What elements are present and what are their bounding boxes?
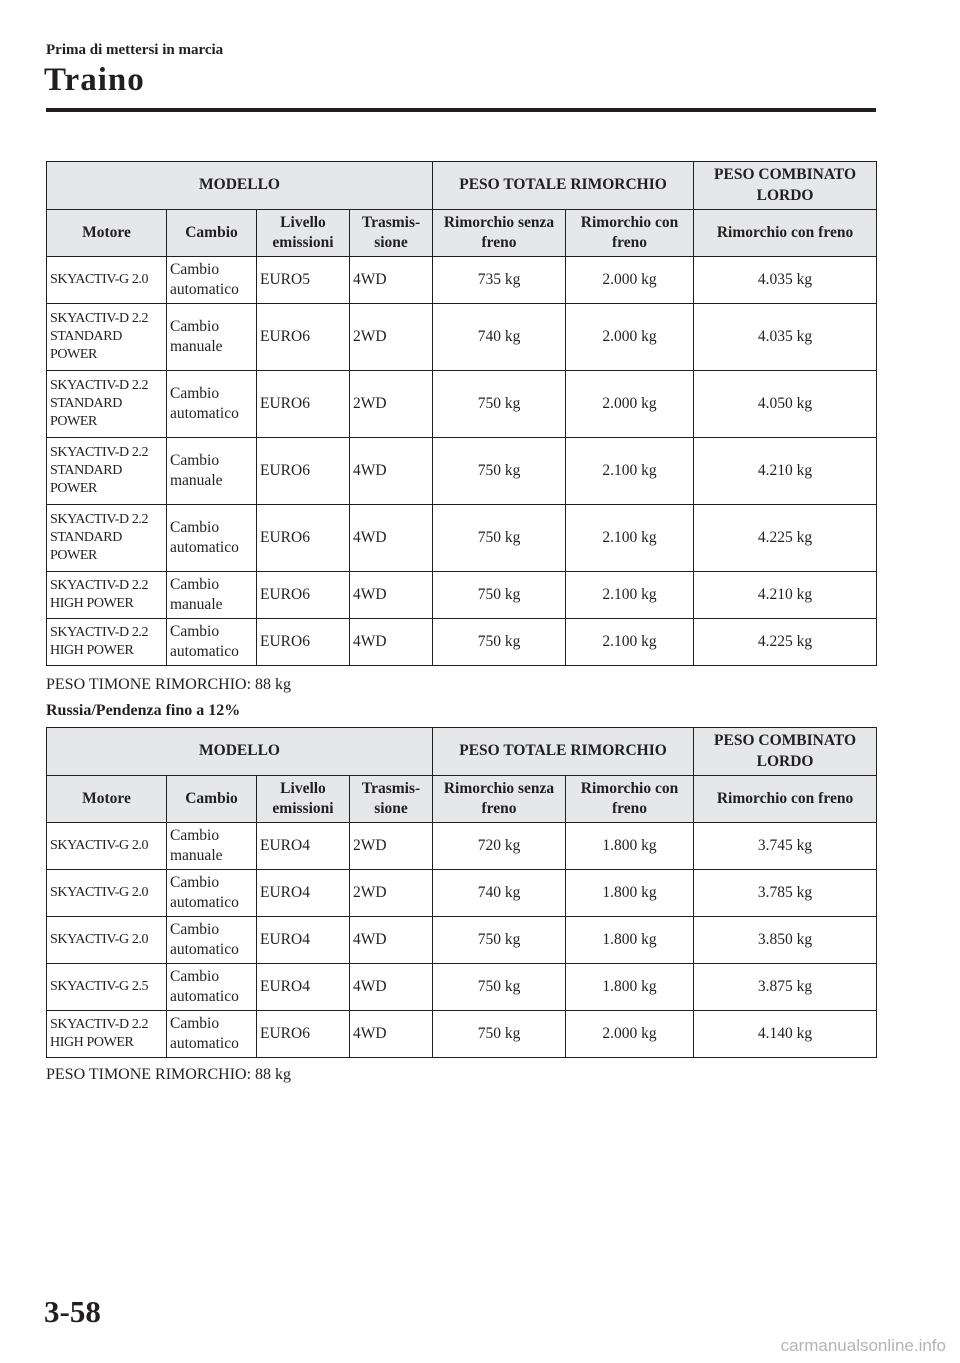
gross-cell: 4.225 kg bbox=[694, 619, 877, 666]
header-peso-totale: PESO TOTALE RIMORCHIO bbox=[433, 728, 694, 776]
header-modello: MODELLO bbox=[47, 162, 433, 210]
engine-cell: SKYACTIV-G 2.0 bbox=[47, 257, 167, 304]
unbraked-cell: 720 kg bbox=[433, 823, 566, 870]
emission-cell: EURO4 bbox=[257, 823, 350, 870]
title-divider bbox=[46, 108, 876, 112]
header-peso-totale: PESO TOTALE RIMORCHIO bbox=[433, 162, 694, 210]
table-row bbox=[47, 505, 877, 572]
header-motore: Motore bbox=[47, 210, 167, 257]
header-con-freno-lordo: Rimorchio con freno bbox=[694, 776, 877, 823]
gross-cell: 4.210 kg bbox=[694, 438, 877, 505]
engine-cell: SKYACTIV-G 2.0 bbox=[47, 917, 167, 964]
watermark: carmanualsonline.info bbox=[780, 1336, 946, 1355]
unbraked-cell: 750 kg bbox=[433, 572, 566, 619]
drive-cell: 4WD bbox=[350, 917, 433, 964]
emission-cell: EURO6 bbox=[257, 371, 350, 438]
emission-cell: EURO6 bbox=[257, 572, 350, 619]
drive-cell: 4WD bbox=[350, 257, 433, 304]
engine-cell: SKYACTIV-D 2.2 STANDARD POWER bbox=[47, 304, 167, 371]
header-con-freno-lordo: Rimorchio con freno bbox=[694, 210, 877, 257]
unbraked-cell: 740 kg bbox=[433, 870, 566, 917]
engine-cell: SKYACTIV-D 2.2 HIGH POWER bbox=[47, 572, 167, 619]
gross-cell: 4.035 kg bbox=[694, 304, 877, 371]
emission-cell: EURO4 bbox=[257, 870, 350, 917]
header-trasmissione: Trasmis- sione bbox=[350, 776, 433, 823]
braked-cell: 2.100 kg bbox=[566, 505, 694, 572]
page-number: 3-58 bbox=[44, 1294, 101, 1329]
braked-cell: 2.000 kg bbox=[566, 371, 694, 438]
table-row bbox=[47, 572, 877, 619]
unbraked-cell: 750 kg bbox=[433, 619, 566, 666]
gearbox-cell: Cambio manuale bbox=[167, 438, 257, 505]
table-row bbox=[47, 619, 877, 666]
russia-subheading: Russia/Pendenza fino a 12% bbox=[46, 702, 241, 719]
braked-cell: 2.000 kg bbox=[566, 304, 694, 371]
drive-cell: 4WD bbox=[350, 1011, 433, 1058]
header-con-freno: Rimorchio con freno bbox=[566, 776, 694, 823]
gross-cell: 3.875 kg bbox=[694, 964, 877, 1011]
unbraked-cell: 750 kg bbox=[433, 1011, 566, 1058]
unbraked-cell: 750 kg bbox=[433, 964, 566, 1011]
emission-cell: EURO6 bbox=[257, 505, 350, 572]
gearbox-cell: Cambio manuale bbox=[167, 572, 257, 619]
gross-cell: 3.785 kg bbox=[694, 870, 877, 917]
unbraked-cell: 740 kg bbox=[433, 304, 566, 371]
engine-cell: SKYACTIV-D 2.2 HIGH POWER bbox=[47, 619, 167, 666]
gearbox-cell: Cambio manuale bbox=[167, 304, 257, 371]
tongue-weight-note: PESO TIMONE RIMORCHIO: 88 kg bbox=[46, 1066, 292, 1083]
table-row bbox=[47, 371, 877, 438]
gross-cell: 3.850 kg bbox=[694, 917, 877, 964]
header-cambio: Cambio bbox=[167, 776, 257, 823]
braked-cell: 2.100 kg bbox=[566, 619, 694, 666]
header-peso-combinato: PESO COMBINATO LORDO bbox=[694, 728, 877, 776]
header-peso-combinato: PESO COMBINATO LORDO bbox=[694, 162, 877, 210]
header-livello: Livello emissioni bbox=[257, 210, 350, 257]
gross-cell: 4.035 kg bbox=[694, 257, 877, 304]
unbraked-cell: 735 kg bbox=[433, 257, 566, 304]
braked-cell: 1.800 kg bbox=[566, 917, 694, 964]
section-label: Prima di mettersi in marcia bbox=[46, 42, 224, 58]
gearbox-cell: Cambio automatico bbox=[167, 505, 257, 572]
tongue-weight-note: PESO TIMONE RIMORCHIO: 88 kg bbox=[46, 676, 292, 693]
engine-cell: SKYACTIV-D 2.2 HIGH POWER bbox=[47, 1011, 167, 1058]
engine-cell: SKYACTIV-D 2.2 STANDARD POWER bbox=[47, 505, 167, 572]
table-row bbox=[47, 823, 877, 870]
table-row bbox=[47, 304, 877, 371]
unbraked-cell: 750 kg bbox=[433, 917, 566, 964]
header-senza-freno: Rimorchio senza freno bbox=[433, 776, 566, 823]
braked-cell: 2.100 kg bbox=[566, 438, 694, 505]
gearbox-cell: Cambio automatico bbox=[167, 870, 257, 917]
table-row bbox=[47, 1011, 877, 1058]
towing-table-russia bbox=[46, 727, 877, 1058]
braked-cell: 2.100 kg bbox=[566, 572, 694, 619]
header-senza-freno: Rimorchio senza freno bbox=[433, 210, 566, 257]
emission-cell: EURO4 bbox=[257, 964, 350, 1011]
gearbox-cell: Cambio automatico bbox=[167, 917, 257, 964]
braked-cell: 2.000 kg bbox=[566, 1011, 694, 1058]
engine-cell: SKYACTIV-D 2.2 STANDARD POWER bbox=[47, 371, 167, 438]
table-row bbox=[47, 870, 877, 917]
header-trasmissione: Trasmis- sione bbox=[350, 210, 433, 257]
engine-cell: SKYACTIV-D 2.2 STANDARD POWER bbox=[47, 438, 167, 505]
gross-cell: 4.210 kg bbox=[694, 572, 877, 619]
table-row bbox=[47, 964, 877, 1011]
emission-cell: EURO6 bbox=[257, 619, 350, 666]
header-motore: Motore bbox=[47, 776, 167, 823]
emission-cell: EURO4 bbox=[257, 917, 350, 964]
emission-cell: EURO6 bbox=[257, 304, 350, 371]
drive-cell: 4WD bbox=[350, 505, 433, 572]
drive-cell: 4WD bbox=[350, 572, 433, 619]
gearbox-cell: Cambio automatico bbox=[167, 1011, 257, 1058]
emission-cell: EURO5 bbox=[257, 257, 350, 304]
drive-cell: 2WD bbox=[350, 371, 433, 438]
drive-cell: 4WD bbox=[350, 438, 433, 505]
gross-cell: 4.225 kg bbox=[694, 505, 877, 572]
gross-cell: 4.050 kg bbox=[694, 371, 877, 438]
gross-cell: 3.745 kg bbox=[694, 823, 877, 870]
engine-cell: SKYACTIV-G 2.0 bbox=[47, 823, 167, 870]
header-cambio: Cambio bbox=[167, 210, 257, 257]
drive-cell: 2WD bbox=[350, 823, 433, 870]
drive-cell: 4WD bbox=[350, 964, 433, 1011]
unbraked-cell: 750 kg bbox=[433, 371, 566, 438]
gearbox-cell: Cambio automatico bbox=[167, 257, 257, 304]
drive-cell: 4WD bbox=[350, 619, 433, 666]
towing-table-standard bbox=[46, 161, 877, 666]
braked-cell: 1.800 kg bbox=[566, 964, 694, 1011]
braked-cell: 1.800 kg bbox=[566, 870, 694, 917]
unbraked-cell: 750 kg bbox=[433, 505, 566, 572]
header-con-freno: Rimorchio con freno bbox=[566, 210, 694, 257]
emission-cell: EURO6 bbox=[257, 438, 350, 505]
gearbox-cell: Cambio automatico bbox=[167, 619, 257, 666]
header-livello: Livello emissioni bbox=[257, 776, 350, 823]
braked-cell: 1.800 kg bbox=[566, 823, 694, 870]
drive-cell: 2WD bbox=[350, 304, 433, 371]
gearbox-cell: Cambio automatico bbox=[167, 371, 257, 438]
emission-cell: EURO6 bbox=[257, 1011, 350, 1058]
table-row bbox=[47, 917, 877, 964]
gross-cell: 4.140 kg bbox=[694, 1011, 877, 1058]
unbraked-cell: 750 kg bbox=[433, 438, 566, 505]
drive-cell: 2WD bbox=[350, 870, 433, 917]
gearbox-cell: Cambio automatico bbox=[167, 964, 257, 1011]
braked-cell: 2.000 kg bbox=[566, 257, 694, 304]
table-row bbox=[47, 257, 877, 304]
header-modello: MODELLO bbox=[47, 728, 433, 776]
engine-cell: SKYACTIV-G 2.0 bbox=[47, 870, 167, 917]
engine-cell: SKYACTIV-G 2.5 bbox=[47, 964, 167, 1011]
gearbox-cell: Cambio manuale bbox=[167, 823, 257, 870]
page-title: Traino bbox=[44, 62, 145, 98]
table-row bbox=[47, 438, 877, 505]
